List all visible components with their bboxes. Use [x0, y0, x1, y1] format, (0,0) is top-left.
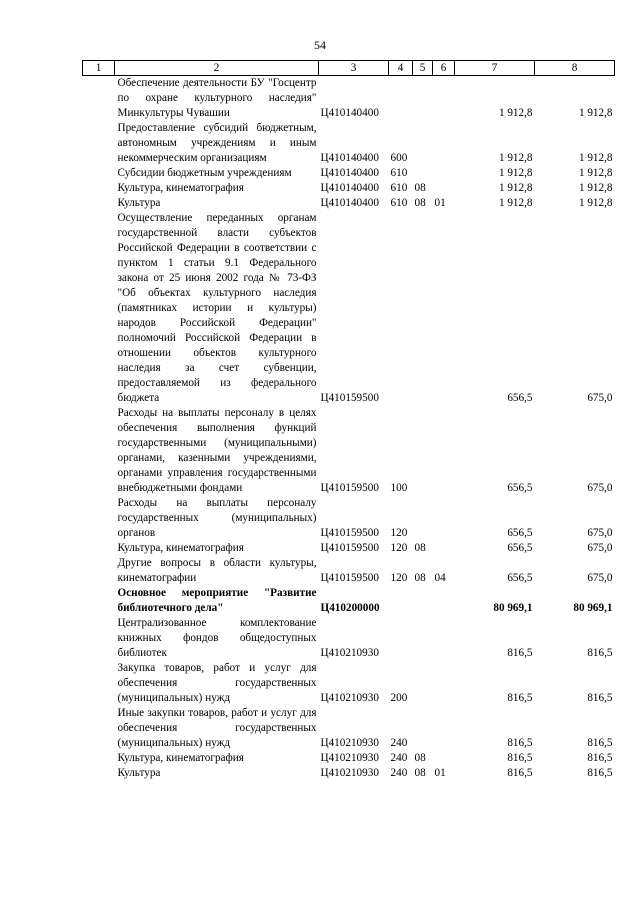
row-vr: 610 — [390, 167, 408, 179]
row-vr: 100 — [390, 482, 408, 494]
table-row — [83, 496, 615, 541]
row-pr — [433, 406, 455, 496]
row-empty-cell — [83, 166, 115, 181]
row-pr — [433, 166, 455, 181]
row-rz — [413, 76, 433, 122]
table-row — [83, 616, 615, 661]
row-rz: 08 — [414, 542, 426, 554]
row-rz: 08 — [414, 572, 426, 584]
row-vr: 610 — [390, 182, 408, 194]
row-rz: 08 — [414, 182, 426, 194]
table-row — [83, 556, 615, 586]
row-empty-cell — [83, 496, 115, 541]
row-rz: 08 — [414, 767, 426, 779]
row-amount-7: 1 912,8 — [498, 197, 533, 209]
row-amount-7: 656,5 — [507, 527, 533, 539]
row-amount-7: 816,5 — [507, 767, 533, 779]
row-rz: 08 — [414, 752, 426, 764]
row-amount-8: 675,0 — [587, 482, 613, 494]
row-empty-cell — [83, 181, 115, 196]
row-name: Субсидии бюджетным учреждениям — [117, 167, 292, 179]
table-row — [83, 166, 615, 181]
table-row — [83, 766, 615, 781]
row-code: Ц410210930 — [320, 737, 379, 749]
table-row — [83, 541, 615, 556]
row-pr — [433, 496, 455, 541]
row-amount-8: 1 912,8 — [578, 107, 613, 119]
row-empty-cell — [83, 196, 115, 211]
table-row — [83, 751, 615, 766]
row-rz — [413, 586, 433, 616]
row-pr: 04 — [434, 572, 446, 584]
row-rz — [413, 496, 433, 541]
row-amount-8: 816,5 — [587, 737, 613, 749]
row-rz: 08 — [414, 197, 426, 209]
row-amount-7: 1 912,8 — [498, 167, 533, 179]
row-rz — [413, 406, 433, 496]
row-amount-8: 816,5 — [587, 767, 613, 779]
row-code: Ц410159500 — [320, 527, 379, 539]
row-amount-7: 656,5 — [507, 482, 533, 494]
row-code: Ц410140400 — [320, 197, 379, 209]
row-empty-cell — [83, 406, 115, 496]
row-name: Культура — [117, 767, 161, 779]
row-rz — [413, 121, 433, 166]
row-amount-8: 1 912,8 — [578, 152, 613, 164]
row-name: Централизованное комплектование книжных фондов общедоступных библиотек — [117, 617, 317, 659]
row-name: Расходы на выплаты персоналу в целях обеспечения выполнения функций государственными (муниципальными) органами, казенными учреждениями, органами управления государственными внебюджетными фондами — [117, 407, 317, 494]
row-code: Ц410159500 — [320, 542, 379, 554]
table-row — [83, 76, 615, 122]
row-amount-8: 1 912,8 — [578, 182, 613, 194]
row-vr — [389, 211, 413, 406]
row-amount-8: 816,5 — [587, 647, 613, 659]
row-pr — [433, 751, 455, 766]
row-amount-7: 1 912,8 — [498, 152, 533, 164]
row-amount-8: 675,0 — [587, 392, 613, 404]
row-vr: 120 — [390, 527, 408, 539]
row-pr — [433, 181, 455, 196]
row-name: Культура, кинематография — [117, 752, 244, 764]
row-amount-7: 1 912,8 — [498, 107, 533, 119]
row-code: Ц410140400 — [320, 152, 379, 164]
row-pr — [433, 661, 455, 706]
row-name: Другие вопросы в области культуры, кинематографии — [117, 557, 317, 584]
row-amount-8: 675,0 — [587, 542, 613, 554]
row-pr — [433, 541, 455, 556]
column-header: 4 — [389, 61, 413, 76]
row-name: Обеспечение деятельности БУ "Госцентр по охране культурного наследия" Минкультуры Чувашии — [117, 77, 317, 119]
row-rz — [413, 706, 433, 751]
row-code: Ц410140400 — [320, 167, 379, 179]
row-amount-7: 816,5 — [507, 752, 533, 764]
row-code: Ц410210930 — [320, 767, 379, 779]
column-header: 5 — [413, 61, 433, 76]
row-amount-8: 675,0 — [587, 527, 613, 539]
row-code: Ц410210930 — [320, 692, 379, 704]
row-empty-cell — [83, 556, 115, 586]
row-empty-cell — [83, 211, 115, 406]
row-code: Ц410200000 — [320, 602, 380, 614]
row-amount-7: 1 912,8 — [498, 182, 533, 194]
budget-table — [82, 60, 615, 781]
row-pr — [433, 616, 455, 661]
row-vr: 200 — [390, 692, 408, 704]
row-amount-8: 816,5 — [587, 692, 613, 704]
table-body — [83, 76, 615, 782]
row-name: Иные закупки товаров, работ и услуг для обеспечения государственных (муниципальных) нужд — [117, 707, 317, 749]
row-amount-8: 675,0 — [587, 572, 613, 584]
row-amount-7: 816,5 — [507, 647, 533, 659]
table-row — [83, 706, 615, 751]
row-name: Закупка товаров, работ и услуг для обеспечения государственных (муниципальных) нужд — [117, 662, 317, 704]
row-vr — [389, 616, 413, 661]
row-code: Ц410140400 — [320, 107, 379, 119]
page-number: 54 — [314, 38, 326, 52]
row-amount-8: 1 912,8 — [578, 167, 613, 179]
row-amount-7: 80 969,1 — [493, 602, 533, 614]
row-amount-8: 816,5 — [587, 752, 613, 764]
row-pr — [433, 706, 455, 751]
row-amount-7: 656,5 — [507, 542, 533, 554]
row-rz — [413, 616, 433, 661]
row-vr: 600 — [390, 152, 408, 164]
row-amount-8: 1 912,8 — [578, 197, 613, 209]
row-name: Осуществление переданных органам государственной власти субъектов Российской Федерации в соответствии с пунктом 1 статьи 9.1 Федерального закона от 25 июня 2002 года № 73-ФЗ "Об объектах культурного наследия (памятниках истории и культуры) народов Российской Федерации" полномочий Российской Федерации в отношении объектов культурного наследия за счет субвенции, предоставляемой из федерального бюджета — [117, 212, 317, 404]
row-vr: 240 — [390, 752, 408, 764]
column-header: 3 — [319, 61, 389, 76]
row-vr: 240 — [390, 737, 408, 749]
table-row — [83, 121, 615, 166]
row-pr — [433, 121, 455, 166]
table-row — [83, 406, 615, 496]
column-header: 1 — [83, 61, 115, 76]
row-code: Ц410140400 — [320, 182, 379, 194]
row-empty-cell — [83, 586, 115, 616]
row-pr: 01 — [434, 767, 446, 779]
row-empty-cell — [83, 616, 115, 661]
row-empty-cell — [83, 706, 115, 751]
row-name: Расходы на выплаты персоналу государственных (муниципальных) органов — [117, 497, 317, 539]
row-pr — [433, 211, 455, 406]
row-name: Основное мероприятие "Развитие библиотечного дела" — [117, 587, 317, 614]
table-row — [83, 196, 615, 211]
row-code: Ц410159500 — [320, 482, 379, 494]
row-empty-cell — [83, 751, 115, 766]
table-row — [83, 181, 615, 196]
row-empty-cell — [83, 766, 115, 781]
row-empty-cell — [83, 76, 115, 122]
row-vr: 120 — [390, 542, 408, 554]
table-row — [83, 586, 615, 616]
row-vr: 610 — [390, 197, 408, 209]
row-amount-7: 656,5 — [507, 392, 533, 404]
table-row — [83, 661, 615, 706]
row-empty-cell — [83, 541, 115, 556]
row-rz — [413, 166, 433, 181]
row-code: Ц410159500 — [320, 392, 379, 404]
row-code: Ц410210930 — [320, 647, 379, 659]
row-vr: 240 — [390, 767, 408, 779]
row-vr — [389, 586, 413, 616]
row-vr — [389, 76, 413, 122]
row-name: Культура, кинематография — [117, 542, 244, 554]
row-pr — [433, 586, 455, 616]
row-name: Культура, кинематография — [117, 182, 244, 194]
column-header: 6 — [433, 61, 455, 76]
row-rz — [413, 661, 433, 706]
row-rz — [413, 211, 433, 406]
row-code: Ц410210930 — [320, 752, 379, 764]
row-vr: 120 — [390, 572, 408, 584]
table-header — [83, 61, 615, 76]
row-empty-cell — [83, 661, 115, 706]
row-name: Культура — [117, 197, 161, 209]
row-empty-cell — [83, 121, 115, 166]
row-pr — [433, 76, 455, 122]
column-header: 8 — [535, 61, 615, 76]
column-header: 7 — [455, 61, 535, 76]
row-amount-7: 656,5 — [507, 572, 533, 584]
table-row — [83, 211, 615, 406]
row-name: Предоставление субсидий бюджетным, автономным учреждениям и иным некоммерческим организациям — [117, 122, 317, 164]
row-amount-7: 816,5 — [507, 737, 533, 749]
row-code: Ц410159500 — [320, 572, 379, 584]
row-pr: 01 — [434, 197, 446, 209]
row-amount-8: 80 969,1 — [573, 602, 613, 614]
column-header: 2 — [115, 61, 319, 76]
row-amount-7: 816,5 — [507, 692, 533, 704]
